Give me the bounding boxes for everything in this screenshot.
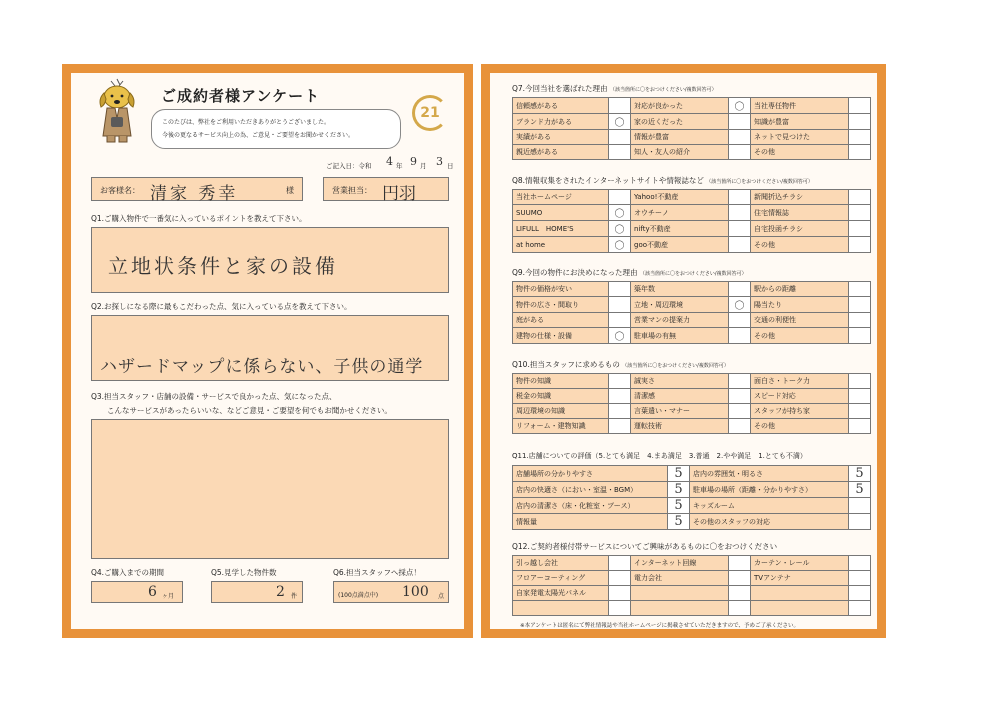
q7-checkbox[interactable] (729, 145, 751, 160)
q12-checkbox[interactable] (729, 556, 751, 571)
q12-row (513, 556, 871, 571)
q10-option-label: 物件の知識 (513, 374, 609, 389)
q12-checkbox[interactable] (729, 571, 751, 586)
right-panel (481, 64, 886, 638)
q10-checkbox[interactable] (609, 419, 631, 434)
q12-checkbox[interactable] (849, 571, 871, 586)
q9-option-label: 営業マンの提案力 (631, 313, 729, 328)
q11-checkbox[interactable]: 5 (668, 466, 690, 482)
q7-checkbox[interactable]: 〇 (609, 114, 631, 130)
customer-name-field: お客様名： 清家 秀幸 様 (91, 177, 303, 201)
q12-option-label (631, 601, 729, 616)
q8-option-label: 住宅情報誌 (751, 205, 849, 221)
q9-option-label: 物件の広さ・間取り (513, 297, 609, 313)
q1-answer-box (91, 227, 449, 293)
q5-value: 2 (276, 584, 285, 600)
q10-checkbox[interactable] (729, 389, 751, 404)
q7-option-label: その他 (751, 145, 849, 160)
q2-answer-box (91, 315, 449, 381)
q12-checkbox[interactable] (849, 586, 871, 601)
q6-answer-box: (100点満点中) 100 点 (333, 581, 449, 603)
greeting-bubble (151, 109, 401, 149)
q7-option-label: 家の近くだった (631, 114, 729, 130)
q9-row (513, 313, 871, 328)
q9-row (513, 328, 871, 344)
q12-option-label (751, 601, 849, 616)
q11-option-label: キッズルーム (690, 498, 849, 514)
q12-row (513, 571, 871, 586)
q10-option-label: その他 (751, 419, 849, 434)
q7-checkbox[interactable] (849, 114, 871, 130)
q9-checkbox[interactable]: 〇 (729, 297, 751, 313)
q7-row (513, 98, 871, 114)
q8-checkbox[interactable] (849, 205, 871, 221)
q10-option-label: 周辺環境の知識 (513, 404, 609, 419)
q7-option-label: 親近感がある (513, 145, 609, 160)
q8-option-label: SUUMO (513, 205, 609, 221)
q9-title: Q9.今回の物件にお決めになった理由 （該当箇所に〇をおつけください/複数回答可） (512, 268, 747, 277)
q9-checkbox[interactable] (609, 297, 631, 313)
q12-option-label: 自家発電太陽光パネル (513, 586, 609, 601)
q12-option-label: 電力会社 (631, 571, 729, 586)
q12-option-label (513, 601, 609, 616)
q7-checkbox[interactable] (849, 130, 871, 145)
q9-checkbox[interactable] (609, 313, 631, 328)
q12-checkbox[interactable] (849, 556, 871, 571)
q10-row (513, 419, 871, 434)
q3-question-line-2: こんなサービスがあったらいいな、などご意見・ご要望を何でもお聞かせください。 (107, 406, 392, 415)
q5-answer-box: 2 件 (211, 581, 303, 603)
q10-checkbox[interactable] (849, 389, 871, 404)
q8-option-label: 当社ホームページ (513, 190, 609, 205)
q12-option-label: TVアンテナ (751, 571, 849, 586)
q6-label: Q6.担当スタッフへ採点！ (333, 568, 421, 577)
q1-answer: 立地状条件と家の設備 (108, 254, 338, 278)
q9-option-label: 物件の価格が安い (513, 282, 609, 297)
q8-checkbox[interactable] (849, 237, 871, 253)
date-day: 3 (436, 155, 443, 168)
q8-checkbox[interactable] (729, 190, 751, 205)
q12-checkbox[interactable] (849, 601, 871, 616)
q11-checkbox[interactable] (849, 498, 871, 514)
q9-table (512, 281, 871, 344)
q9-option-label: 立地・周辺環境 (631, 297, 729, 313)
q10-checkbox[interactable] (729, 374, 751, 389)
q11-option-label: 駐車場の場所（距離・分かりやすさ） (690, 482, 849, 498)
q1-question: Q1.ご購入物件で一番気に入っているポイントを教えて下さい。 (91, 214, 307, 223)
q9-checkbox[interactable] (849, 313, 871, 328)
q11-checkbox[interactable]: 5 (849, 482, 871, 498)
q11-checkbox[interactable]: 5 (849, 466, 871, 482)
q9-option-label: 陽当たり (751, 297, 849, 313)
q8-checkbox[interactable] (729, 237, 751, 253)
q3-answer-box (91, 419, 449, 559)
q11-option-label: 店内の快適さ（におい・室温・BGM） (513, 482, 668, 498)
q12-option-label: フロアーコーティング (513, 571, 609, 586)
q9-checkbox[interactable] (609, 282, 631, 297)
q10-option-label: 運転技術 (631, 419, 729, 434)
q9-option-label: 庭がある (513, 313, 609, 328)
sales-staff-value: 円羽 (382, 184, 416, 204)
q10-checkbox[interactable] (849, 374, 871, 389)
q6-value: 100 (402, 584, 429, 600)
q12-row (513, 601, 871, 616)
date-year: 4 (386, 155, 393, 168)
q8-option-label: at home (513, 237, 609, 253)
q2-answer: ハザードマップに係らない、子供の通学 (100, 357, 424, 377)
q4-value: 6 (148, 584, 157, 600)
q8-checkbox[interactable] (849, 190, 871, 205)
customer-name-value: 清家 秀幸 (150, 184, 239, 204)
q8-option-label: 自宅投函チラシ (751, 221, 849, 237)
q10-option-label: 税金の知識 (513, 389, 609, 404)
q7-checkbox[interactable] (729, 130, 751, 145)
q11-title: Q11.店舗についての評価（5.とても満足 4.まあ満足 3.普通 2.やや満足 1.とても不満） (512, 452, 807, 460)
q7-option-label: ブランド力がある (513, 114, 609, 130)
q9-option-label: 建物の仕様・設備 (513, 328, 609, 344)
q9-row (513, 297, 871, 313)
q10-option-label: リフォーム・建物知識 (513, 419, 609, 434)
q10-table (512, 373, 871, 434)
q7-option-label: 信頼感がある (513, 98, 609, 114)
q7-option-label: 知識が豊富 (751, 114, 849, 130)
q12-checkbox[interactable] (609, 556, 631, 571)
q9-checkbox[interactable] (729, 328, 751, 344)
q8-option-label: Yahoo!不動産 (631, 190, 729, 205)
q10-checkbox[interactable] (609, 374, 631, 389)
q8-checkbox[interactable]: 〇 (609, 221, 631, 237)
greeting-line-1: このたびは、弊社をご利用いただきありがとうございました。 (162, 119, 331, 126)
q11-row (513, 466, 871, 482)
q7-row (513, 130, 871, 145)
q11-option-label: 店内の清潔さ（床・化粧室・ブース） (513, 498, 668, 514)
sales-staff-field: 営業担当： 円羽 (323, 177, 449, 201)
q11-checkbox[interactable]: 5 (668, 514, 690, 530)
q7-row (513, 145, 871, 160)
q11-row (513, 498, 871, 514)
q7-checkbox[interactable] (729, 114, 751, 130)
q9-checkbox[interactable] (729, 282, 751, 297)
q12-option-label: インターネット回線 (631, 556, 729, 571)
q7-option-label: 情報が豊富 (631, 130, 729, 145)
q12-option-label: 引っ越し会社 (513, 556, 609, 571)
q12-row (513, 586, 871, 601)
q9-checkbox[interactable] (849, 282, 871, 297)
q10-row (513, 404, 871, 419)
q8-table (512, 189, 871, 253)
q9-checkbox[interactable] (849, 328, 871, 344)
q8-row (513, 221, 871, 237)
q5-label: Q5.見学した物件数 (211, 568, 277, 577)
q12-title: Q12.ご契約者様付帯サービスについてご興味があるものに〇をおつけください (512, 542, 778, 551)
q10-row (513, 389, 871, 404)
mascot-dog-icon (91, 75, 143, 145)
q12-checkbox[interactable] (729, 601, 751, 616)
q9-option-label: 駅からの距離 (751, 282, 849, 297)
q10-checkbox[interactable] (849, 404, 871, 419)
q9-option-label: 築年数 (631, 282, 729, 297)
q10-checkbox[interactable] (729, 404, 751, 419)
q3-question-line-1: Q3.担当スタッフ・店舗の設備・サービスで良かった点、気になった点、 (91, 392, 337, 401)
q10-option-label: スピード対応 (751, 389, 849, 404)
q9-checkbox[interactable] (849, 297, 871, 313)
q7-checkbox[interactable] (849, 98, 871, 114)
q9-option-label: その他 (751, 328, 849, 344)
q8-option-label: LIFULL HOME'S (513, 221, 609, 237)
q7-checkbox[interactable] (849, 145, 871, 160)
q2-question: Q2.お探しになる際に最もこだわった点、気に入っている点を教えて下さい。 (91, 302, 352, 311)
century21-logo: 21 (412, 95, 448, 131)
q7-checkbox[interactable] (609, 98, 631, 114)
q7-option-label: ネットで見つけた (751, 130, 849, 145)
q11-checkbox[interactable] (849, 514, 871, 530)
footer-note: ※本アンケートは匿名にて弊社情報誌や当社ホームページに掲載させていただきますので、予めご了承ください。 (520, 623, 800, 629)
q7-checkbox[interactable] (609, 145, 631, 160)
q11-option-label: その他のスタッフの対応 (690, 514, 849, 530)
q12-checkbox[interactable] (609, 601, 631, 616)
q9-checkbox[interactable] (729, 313, 751, 328)
q12-checkbox[interactable] (609, 586, 631, 601)
q12-table (512, 555, 871, 616)
q11-option-label: 店内の雰囲気・明るさ (690, 466, 849, 482)
q8-row (513, 190, 871, 205)
q9-row (513, 282, 871, 297)
q10-option-label: 清潔感 (631, 389, 729, 404)
q4-label: Q4.ご購入までの期間 (91, 568, 165, 577)
q9-option-label: 駐車場の有無 (631, 328, 729, 344)
q7-checkbox[interactable]: 〇 (729, 98, 751, 114)
q12-option-label (751, 586, 849, 601)
q10-title: Q10.担当スタッフに求めるもの （該当箇所に〇をおつけください/複数回答可） (512, 360, 729, 369)
q10-checkbox[interactable] (609, 389, 631, 404)
q8-option-label: nifty不動産 (631, 221, 729, 237)
q7-option-label: 当社専任物件 (751, 98, 849, 114)
q10-option-label: スタッフが持ち家 (751, 404, 849, 419)
q10-row (513, 374, 871, 389)
q10-checkbox[interactable] (849, 419, 871, 434)
q12-checkbox[interactable] (729, 586, 751, 601)
q7-option-label: 知人・友人の紹介 (631, 145, 729, 160)
survey-title: ご成約者様アンケート (161, 87, 321, 105)
q7-checkbox[interactable] (609, 130, 631, 145)
q8-option-label: goo不動産 (631, 237, 729, 253)
q8-title: Q8.情報収集をされたインターネットサイトや情報誌など （該当箇所に〇をおつけください/複数回答可） (512, 176, 813, 185)
q10-checkbox[interactable] (609, 404, 631, 419)
q10-checkbox[interactable] (729, 419, 751, 434)
q10-option-label: 誠実さ (631, 374, 729, 389)
q7-title: Q7.今回当社を選ばれた理由 （該当箇所に〇をおつけください/複数回答可） (512, 84, 717, 93)
q8-option-label: 新聞折込チラシ (751, 190, 849, 205)
q11-row (513, 514, 871, 530)
q12-option-label (631, 586, 729, 601)
q10-option-label: 言葉遣い・マナー (631, 404, 729, 419)
q12-option-label: カーテン・レール (751, 556, 849, 571)
q8-checkbox[interactable]: 〇 (609, 205, 631, 221)
date-month: 9 (410, 155, 417, 168)
q8-checkbox[interactable]: 〇 (609, 237, 631, 253)
q7-option-label: 実績がある (513, 130, 609, 145)
q8-row (513, 205, 871, 221)
q4-answer-box: 6 ヶ月 (91, 581, 183, 603)
date-field: ご記入日：令和 4 年 9 月 3 日 (326, 155, 454, 170)
left-panel (62, 64, 473, 638)
q8-checkbox[interactable] (729, 221, 751, 237)
q11-checkbox[interactable]: 5 (668, 498, 690, 514)
q7-row (513, 114, 871, 130)
q8-checkbox[interactable] (729, 205, 751, 221)
q8-checkbox[interactable] (609, 190, 631, 205)
q9-checkbox[interactable]: 〇 (609, 328, 631, 344)
q7-table (512, 97, 871, 160)
q8-option-label: その他 (751, 237, 849, 253)
q10-option-label: 面白さ・トーク力 (751, 374, 849, 389)
q11-table (512, 465, 871, 530)
greeting-line-2: 今後の更なるサービス向上の為、ご意見・ご要望をお聞かせください。 (162, 132, 355, 139)
q11-checkbox[interactable]: 5 (668, 482, 690, 498)
q11-option-label: 店舗場所の分かりやすさ (513, 466, 668, 482)
q8-checkbox[interactable] (849, 221, 871, 237)
q12-checkbox[interactable] (609, 571, 631, 586)
q8-row (513, 237, 871, 253)
q7-option-label: 対応が良かった (631, 98, 729, 114)
q9-option-label: 交通の利便性 (751, 313, 849, 328)
q8-option-label: オウチーノ (631, 205, 729, 221)
q11-option-label: 情報量 (513, 514, 668, 530)
q11-row (513, 482, 871, 498)
